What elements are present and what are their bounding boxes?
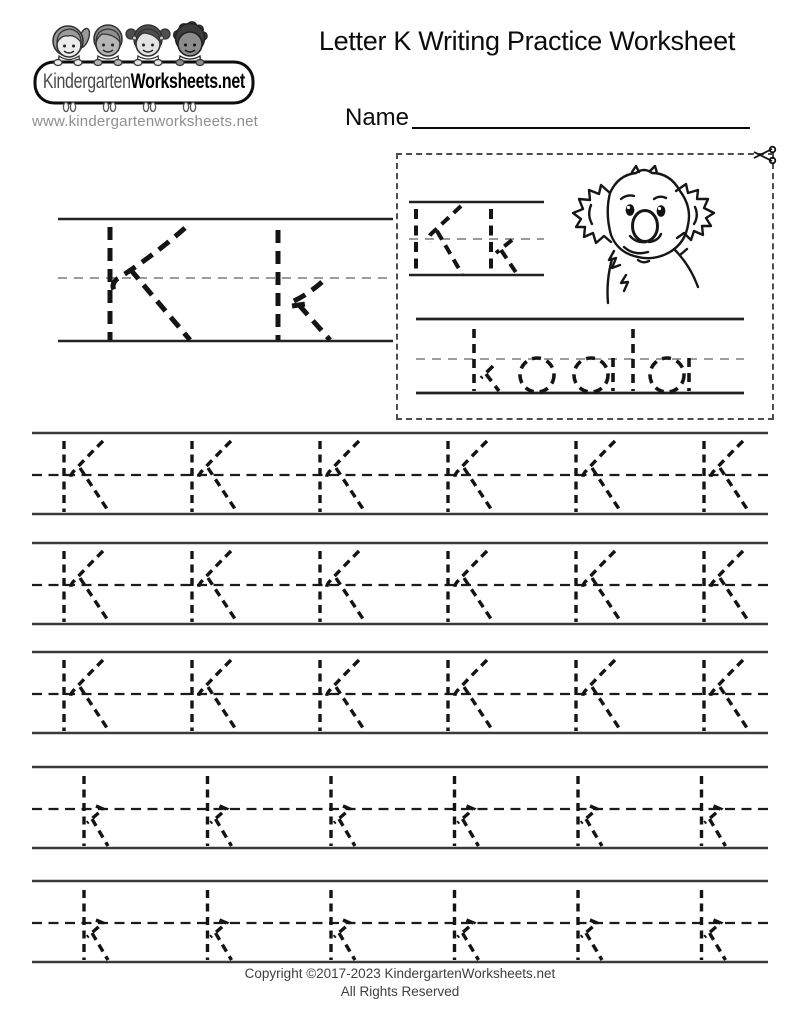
- trace-letter-k: [208, 776, 232, 846]
- practice-row-uppercase-1: [0, 428, 800, 523]
- footer: [0, 966, 800, 999]
- trace-letter-k: [84, 890, 108, 960]
- big-uppercase-K: [110, 227, 190, 340]
- trace-letter-K: [64, 660, 109, 731]
- kid-boy-curly: [174, 22, 208, 65]
- brand-name-part2: Worksheets.net: [130, 70, 246, 93]
- trace-letter-k: [208, 890, 232, 960]
- trace-letter-K: [576, 441, 621, 512]
- page-title: Letter K Writing Practice Worksheet: [318, 26, 736, 56]
- practice-row-uppercase-2: [0, 538, 800, 633]
- trace-letter-K: [192, 551, 237, 622]
- big-lowercase-k: [278, 230, 330, 340]
- kid-girl-pigtails: [126, 25, 170, 65]
- trace-letter-K: [320, 660, 365, 731]
- trace-letter-k: [578, 890, 602, 960]
- cutout-card-art: [398, 155, 772, 418]
- logo-kids-illustration: [28, 8, 260, 120]
- brand-name-part1: Kindergarten: [42, 70, 131, 93]
- practice-row-lowercase-4: [0, 762, 800, 857]
- trace-letter-K: [64, 551, 109, 622]
- rights-text: All Rights Reserved: [340, 984, 460, 999]
- cutout-card: [396, 153, 774, 420]
- trace-letter-k: [331, 776, 355, 846]
- trace-letter-K: [704, 551, 749, 622]
- logo-wordmark: [35, 66, 253, 98]
- trace-letter-k: [84, 776, 108, 846]
- copyright-text: Copyright ©2017-2023 KindergartenWorksheets.net: [244, 966, 556, 981]
- trace-letter-K: [448, 441, 493, 512]
- big-trace-letters-Kk: [40, 205, 396, 345]
- trace-letter-K: [448, 660, 493, 731]
- scissors-icon: [751, 145, 777, 165]
- trace-letter-k: [702, 776, 726, 846]
- card-trace-Kk: [409, 202, 544, 275]
- word-trace-koala: [416, 319, 744, 393]
- trace-letter-K: [448, 551, 493, 622]
- logo-url: www.kindergartenworksheets.net: [31, 113, 259, 130]
- name-label: Name: [345, 104, 410, 131]
- trace-letter-K: [576, 660, 621, 731]
- trace-letter-K: [192, 660, 237, 731]
- trace-letter-K: [64, 441, 109, 512]
- trace-letter-K: [576, 551, 621, 622]
- trace-letter-K: [704, 441, 749, 512]
- trace-letter-K: [320, 551, 365, 622]
- trace-letter-k: [578, 776, 602, 846]
- trace-letter-k: [455, 776, 479, 846]
- trace-letter-K: [320, 441, 365, 512]
- trace-letter-k: [455, 890, 479, 960]
- trace-letter-k: [331, 890, 355, 960]
- practice-row-lowercase-5: [0, 876, 800, 971]
- name-writing-line: [412, 127, 750, 129]
- koala-illustration: [573, 166, 714, 303]
- practice-row-uppercase-3: [0, 647, 800, 742]
- trace-letter-K: [192, 441, 237, 512]
- trace-letter-k: [702, 890, 726, 960]
- trace-letter-K: [704, 660, 749, 731]
